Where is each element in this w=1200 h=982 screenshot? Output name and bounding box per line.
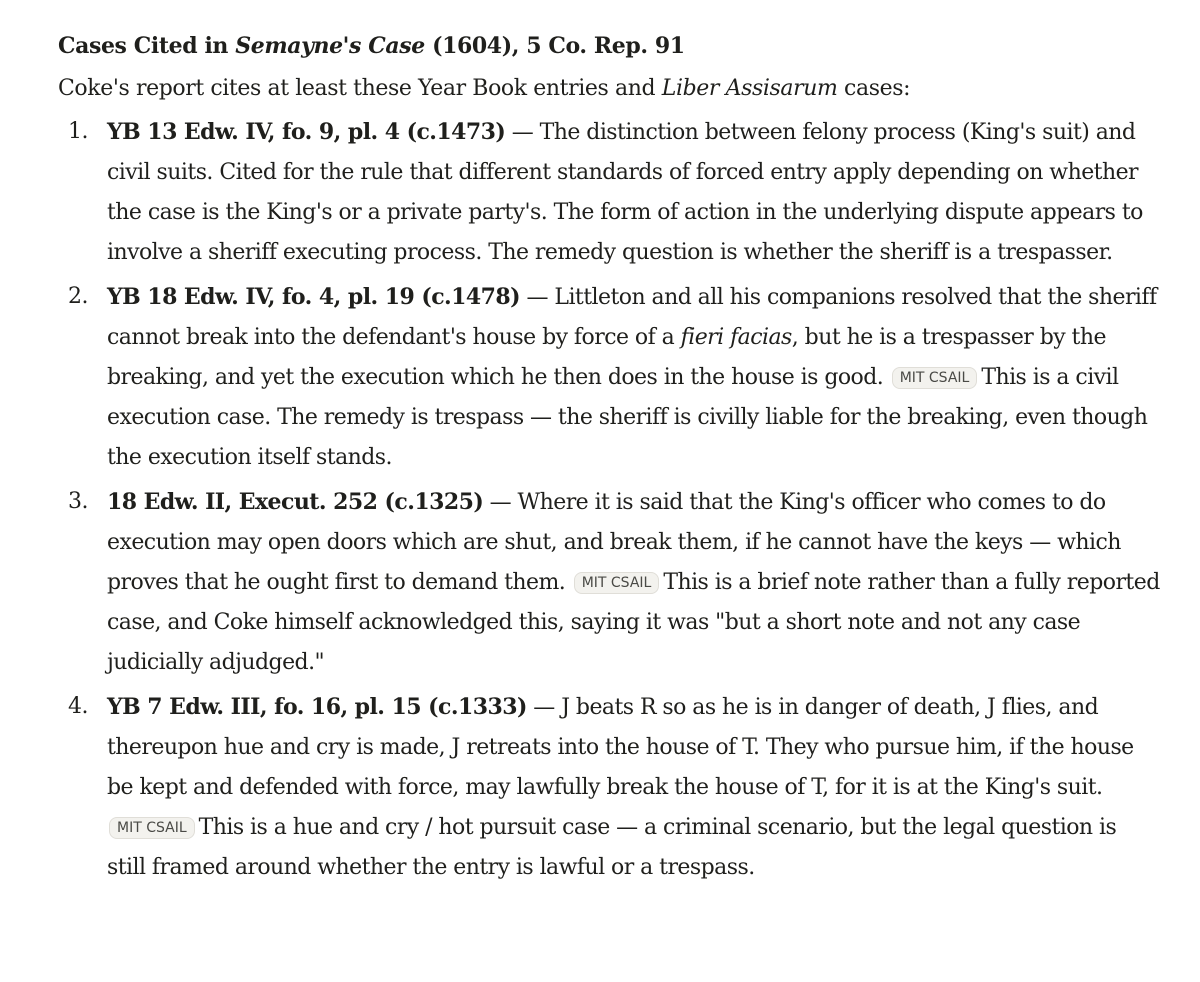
source-badge[interactable]: MIT CSAIL (574, 572, 660, 594)
list-number: 1. (68, 119, 88, 144)
case-text: — The distinction between felony process (King's suit) and civil suits. Cited for the rule that different standards of forced entry apply depending on whether the case is the King's or a private party's. The form of action in the underlying dispute appears to involve a sheriff executing process. The remedy question is whether the sheriff is a trespasser. (107, 120, 1143, 265)
intro-suffix: cases: (837, 76, 911, 101)
list-item (58, 687, 1160, 888)
case-text-continued: , but he is a trespasser by the breaking, and yet the execution which he then does in the house is good. (107, 325, 1106, 390)
case-italic-term: fieri facias (680, 325, 792, 350)
case-text: — Littleton and all his companions resolved that the sheriff cannot break into the defendant's house by force of a (107, 285, 1157, 350)
section-heading (58, 28, 1160, 64)
case-comment: This is a civil execution case. The remedy is trespass — the sheriff is civilly liable for the breaking, even though the execution itself stands. (107, 365, 1148, 470)
heading-suffix: (1604), 5 Co. Rep. 91 (424, 33, 685, 59)
list-item (58, 112, 1160, 273)
case-text: — J beats R so as he is in danger of death, J flies, and thereupon hue and cry is made, J retreats into the house of T. They who pursue him, if the house be kept and defended with force, may lawfully break the house of T, for it is at the King's suit. (107, 695, 1134, 800)
case-comment: This is a brief note rather than a fully reported case, and Coke himself acknowledged this, saying it was "but a short note and not any case judicially adjudged." (107, 570, 1160, 675)
cases-list (58, 112, 1160, 888)
source-badge[interactable]: MIT CSAIL (892, 367, 978, 389)
list-item (58, 482, 1160, 683)
case-text: — Where it is said that the King's officer who comes to do execution may open doors which are shut, and break them, if he cannot have the keys — which proves that he ought first to demand them. (107, 490, 1121, 595)
case-citation: YB 7 Edw. III, fo. 16, pl. 15 (c.1333) (107, 694, 527, 720)
intro-prefix: Coke's report cites at least these Year Book entries and (58, 76, 662, 101)
list-item (58, 277, 1160, 478)
heading-case-title: Semayne's Case (235, 33, 425, 59)
intro-paragraph (58, 70, 1160, 108)
case-citation: YB 18 Edw. IV, fo. 4, pl. 19 (c.1478) (107, 284, 521, 310)
case-citation: 18 Edw. II, Execut. 252 (c.1325) (107, 489, 484, 515)
intro-italic: Liber Assisarum (661, 76, 838, 101)
source-badge[interactable]: MIT CSAIL (109, 817, 195, 839)
list-number: 3. (68, 489, 88, 514)
list-number: 4. (68, 694, 88, 719)
list-number: 2. (68, 284, 88, 309)
case-comment: This is a hue and cry / hot pursuit case — a criminal scenario, but the legal question is still framed around whether the entry is lawful or a trespass. (107, 815, 1117, 880)
heading-prefix: Cases Cited in (58, 33, 236, 59)
case-citation: YB 13 Edw. IV, fo. 9, pl. 4 (c.1473) (107, 119, 506, 145)
